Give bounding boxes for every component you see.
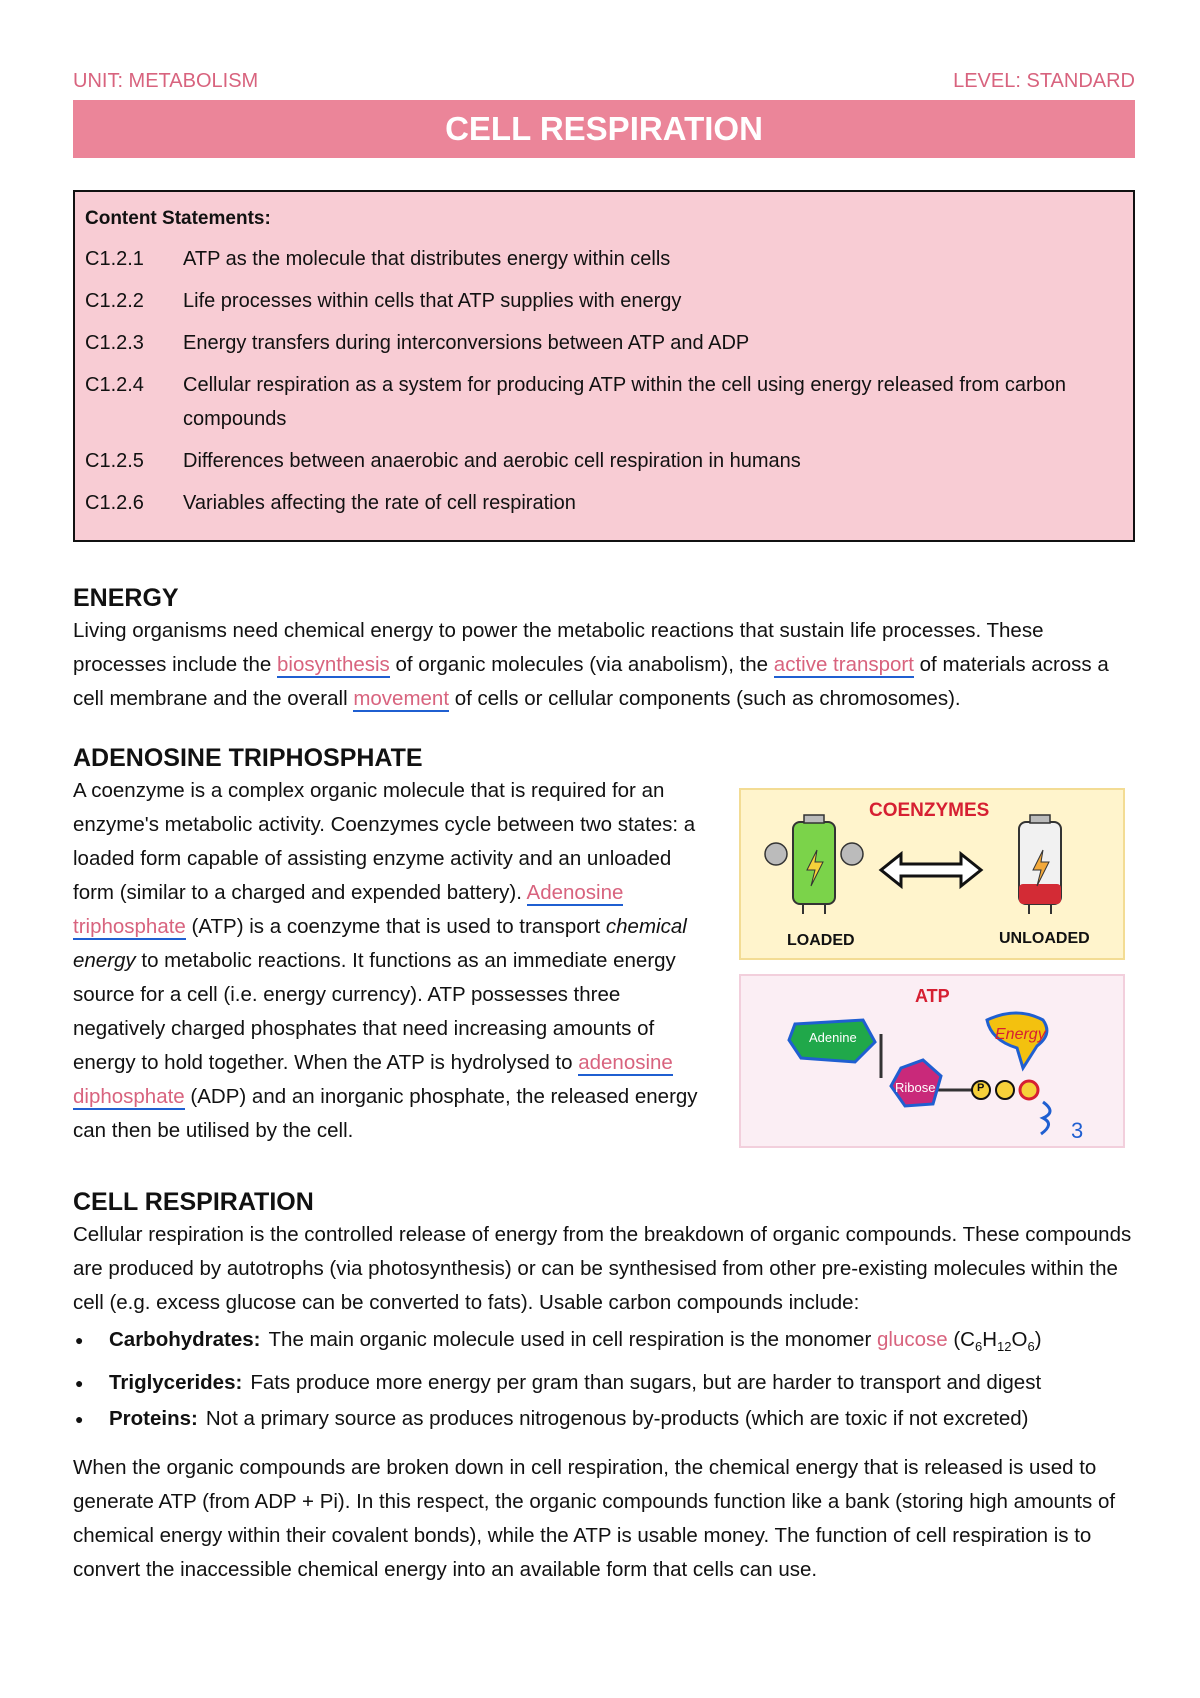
list-item bbox=[73, 1401, 1135, 1437]
statement-row bbox=[85, 486, 1123, 520]
phosphate-3-icon bbox=[1020, 1081, 1038, 1099]
list-item bbox=[73, 1365, 1135, 1401]
bullet-text: The main organic molecule used in cell respiration is the monomer bbox=[268, 1328, 877, 1351]
statement-row bbox=[85, 444, 1123, 478]
statement-row bbox=[85, 284, 1123, 318]
statement-text: Cellular respiration as a system for producing ATP within the cell using energy released from carbon compounds bbox=[183, 374, 1067, 430]
text-run: A coenzyme is a complex organic molecule that is required for an enzyme's metabolic activity. Coenzymes cycle between two states: a loaded form capable of assisting enzyme activity and an unloaded form (similar to a charged and expended battery). bbox=[73, 779, 696, 904]
atp-section bbox=[73, 774, 1135, 1148]
bullet-text: Fats produce more energy per gram than sugars, but are harder to transport and digest bbox=[250, 1371, 1042, 1395]
loaded-battery-icon bbox=[765, 815, 863, 914]
text-run: of cells or cellular components (such as chromosomes). bbox=[449, 687, 961, 710]
energy-label: Energy bbox=[995, 1026, 1046, 1043]
respiration-paragraph-1: Cellular respiration is the controlled release of energy from the breakdown of organic compounds. These compounds are produced by autotrophs (via photosynthesis) or can be synthesised from other pre-existing molecules within the cell (e.g. excess glucose can be converted to fats). Usable carbon compounds include: bbox=[73, 1223, 1132, 1314]
text-run: of organic molecules (via anabolism), the bbox=[389, 653, 774, 676]
atp-figure-title: ATP bbox=[915, 986, 950, 1006]
text-run: to metabolic reactions. It functions as an immediate energy source for a cell (i.e. energy currency). ATP possesses three negatively charged phosphates that need increasing amounts of energy to hold together. When the ATP is hydrolysed to bbox=[73, 949, 676, 1074]
statement-row bbox=[85, 242, 1123, 276]
formula-part: (C bbox=[947, 1328, 975, 1351]
atp-paragraph bbox=[73, 774, 713, 1148]
respiration-heading: CELL RESPIRATION bbox=[73, 1188, 314, 1216]
statement-row bbox=[85, 326, 1123, 360]
italic-term: chemical energy bbox=[73, 915, 687, 972]
statement-code: C1.2.4 bbox=[85, 374, 144, 396]
text-run: of materials across a cell membrane and the overall bbox=[73, 653, 1109, 710]
coenzymes-title: COENZYMES bbox=[869, 800, 990, 821]
formula-part: O bbox=[1011, 1328, 1028, 1351]
ribose-label: Ribose bbox=[895, 1080, 936, 1095]
energy-heading: ENERGY bbox=[73, 584, 179, 612]
statement-text: Differences between anaerobic and aerobic cell respiration in humans bbox=[183, 450, 801, 472]
adenine-label: Adenine bbox=[809, 1030, 857, 1045]
statement-code: C1.2.6 bbox=[85, 492, 144, 514]
key-term: movement bbox=[353, 687, 450, 710]
key-term: Adenosine triphosphate bbox=[73, 881, 624, 938]
phosphate-2-icon bbox=[996, 1081, 1014, 1099]
unloaded-label: UNLOADED bbox=[999, 930, 1090, 947]
atp-heading: ADENOSINE TRIPHOSPHATE bbox=[73, 744, 423, 772]
text-run: (ADP) and an inorganic phosphate, the released energy can then be utilised by the cell. bbox=[73, 1085, 698, 1142]
carbon-compounds-list bbox=[73, 1322, 1135, 1437]
atp-figures bbox=[739, 788, 1125, 1148]
formula-subscript: 6 bbox=[974, 1339, 983, 1355]
statement-row bbox=[85, 368, 1123, 436]
statement-text: Life processes within cells that ATP supplies with energy bbox=[183, 290, 682, 312]
unloaded-battery-icon bbox=[1019, 815, 1061, 914]
statement-code: C1.2.2 bbox=[85, 290, 144, 312]
statement-code: C1.2.1 bbox=[85, 248, 144, 270]
key-term: biosynthesis bbox=[276, 653, 390, 676]
content-statements-box bbox=[73, 190, 1135, 542]
coenzymes-figure bbox=[739, 788, 1125, 960]
energy-paragraph bbox=[73, 614, 1135, 716]
key-term: active transport bbox=[773, 653, 914, 676]
annotation-number: 3 bbox=[1071, 1118, 1084, 1143]
bullet-label: Triglycerides: bbox=[109, 1371, 243, 1395]
respiration-paragraph-2: When the organic compounds are broken down in cell respiration, the chemical energy that is released is used to generate ATP (from ADP + Pi). In this respect, the organic compounds function like a bank (storing high amounts of chemical energy within their covalent bonds), while the ATP is usable money. The function of cell respiration is to convert the inaccessible chemical energy into an available form that cells can use. bbox=[73, 1456, 1116, 1582]
header-row bbox=[73, 70, 1135, 98]
bullet-label: Carbohydrates: bbox=[109, 1328, 261, 1351]
list-item bbox=[73, 1322, 1135, 1365]
content-statements-heading: Content Statements: bbox=[85, 208, 271, 229]
level-label: LEVEL: STANDARD bbox=[953, 70, 1135, 92]
atp-figure bbox=[739, 974, 1125, 1148]
unit-label: UNIT: METABOLISM bbox=[73, 70, 259, 92]
statement-code: C1.2.3 bbox=[85, 332, 144, 354]
phosphate-label: P bbox=[977, 1082, 985, 1094]
statement-text: Energy transfers during interconversions between ATP and ADP bbox=[183, 332, 750, 354]
statement-text: ATP as the molecule that distributes energy within cells bbox=[183, 248, 671, 270]
page-title: CELL RESPIRATION bbox=[73, 100, 1135, 158]
bullet-text: Not a primary source as produces nitrogenous by-products (which are toxic if not excreted) bbox=[205, 1407, 1029, 1431]
statement-text: Variables affecting the rate of cell respiration bbox=[183, 492, 576, 514]
formula-subscript: 12 bbox=[997, 1339, 1012, 1355]
annotation-mark bbox=[1041, 1102, 1050, 1134]
page bbox=[73, 70, 1135, 1587]
bullet-label: Proteins: bbox=[109, 1407, 198, 1431]
text-run: (ATP) is a coenzyme that is used to transport bbox=[185, 915, 606, 938]
key-term: glucose bbox=[876, 1328, 948, 1351]
loaded-label: LOADED bbox=[787, 932, 855, 949]
formula-part: ) bbox=[1034, 1328, 1042, 1351]
formula-part: H bbox=[982, 1328, 998, 1351]
statement-code: C1.2.5 bbox=[85, 450, 144, 472]
formula-subscript: 6 bbox=[1027, 1339, 1035, 1355]
key-term: adenosine diphosphate bbox=[73, 1051, 673, 1108]
double-arrow-icon bbox=[881, 854, 981, 886]
text-run: Living organisms need chemical energy to power the metabolic reactions that sustain life processes. These processes include the bbox=[73, 619, 1044, 676]
